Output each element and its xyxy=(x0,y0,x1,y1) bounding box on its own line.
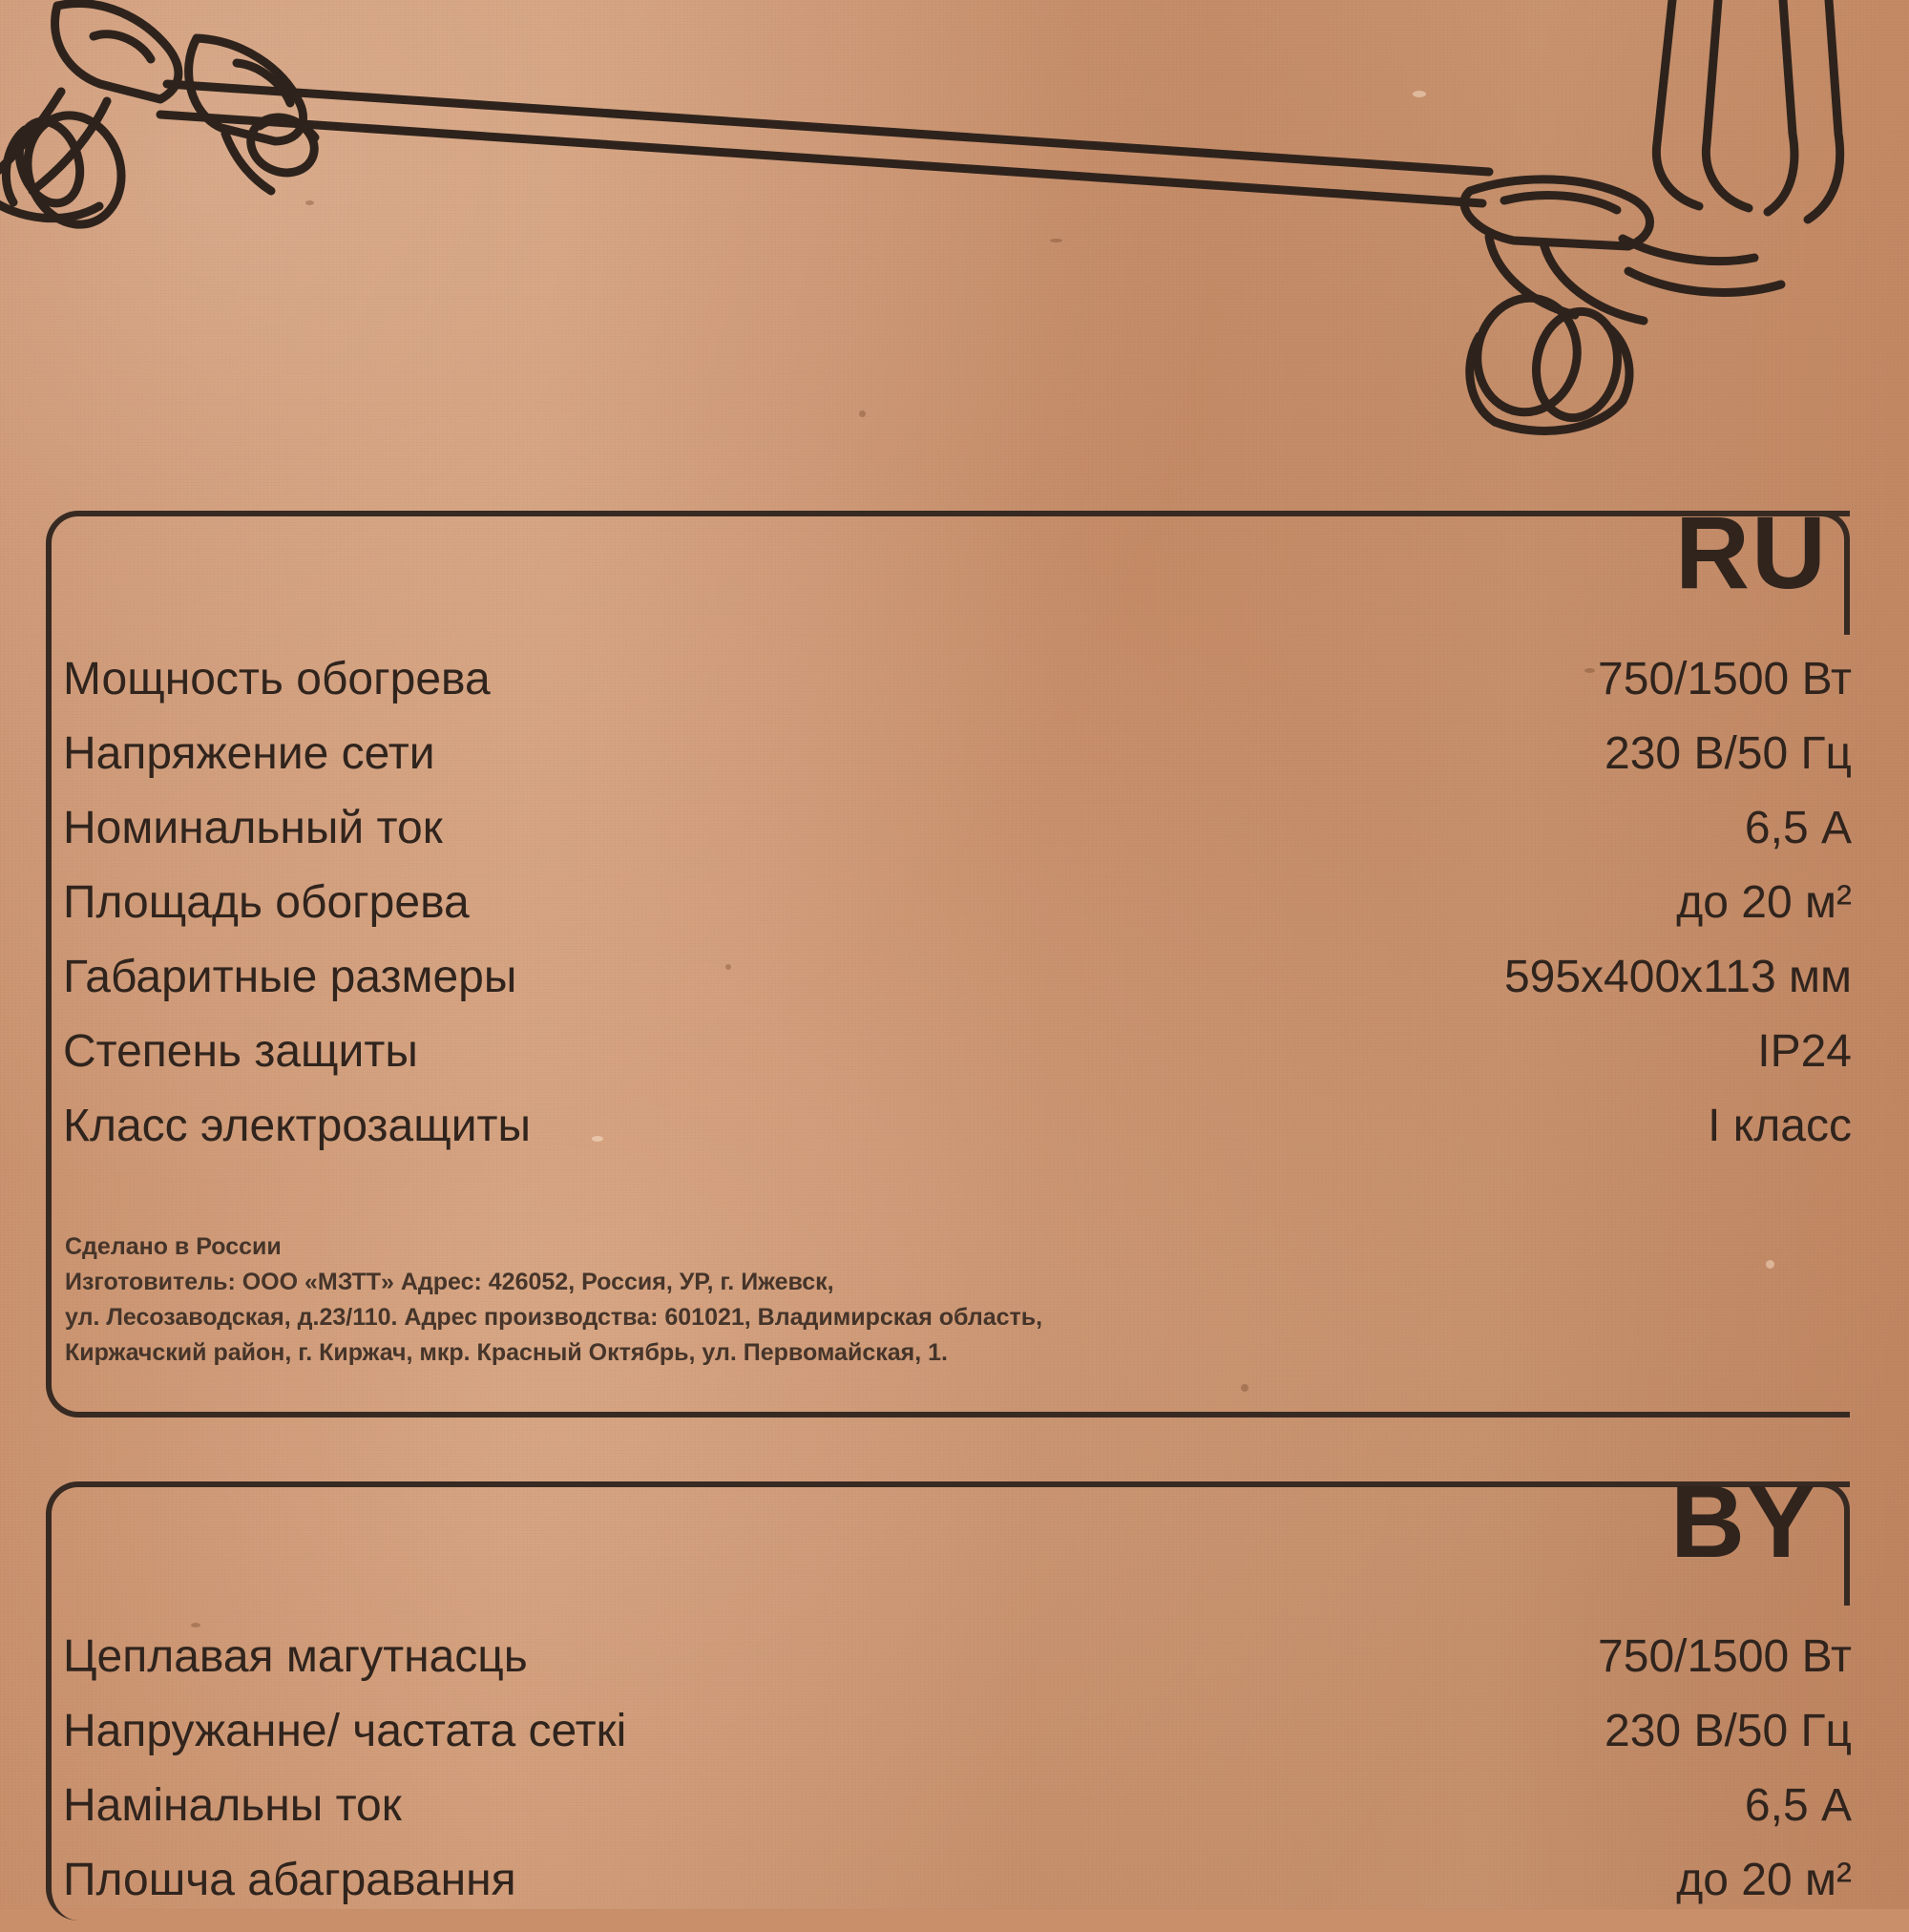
spec-list-by xyxy=(63,1631,1852,1932)
spec-value: 230 В/50 Гц xyxy=(1605,728,1852,779)
spec-label: Намінальны ток xyxy=(63,1780,402,1831)
spec-list-ru xyxy=(63,654,1852,1178)
spec-value: 750/1500 Вт xyxy=(1598,654,1852,704)
spec-row xyxy=(63,803,1852,853)
spec-row xyxy=(63,1706,1852,1756)
lang-code-by: BY xyxy=(1670,1463,1818,1579)
spec-value: 6,5 А xyxy=(1744,1780,1852,1831)
manufacturer-line: Киржачский район, г. Киржач, мкр. Красный Октябрь, ул. Первомайская, 1. xyxy=(65,1339,948,1366)
lang-code-ru: RU xyxy=(1675,494,1828,610)
spec-label: Мощность обогрева xyxy=(63,654,491,704)
spec-row xyxy=(63,1855,1852,1905)
spec-label: Напружанне/ частата сеткі xyxy=(63,1706,627,1756)
spec-label: Номинальный ток xyxy=(63,803,443,853)
spec-value: IP24 xyxy=(1757,1026,1852,1077)
spec-value: 6,5 А xyxy=(1744,803,1852,853)
manufacturer-line: ул. Лесозаводская, д.23/110. Адрес производства: 601021, Владимирская область, xyxy=(65,1304,1043,1331)
spec-row xyxy=(63,1631,1852,1682)
heater-line-drawing xyxy=(0,0,1909,496)
spec-label: Плошча абагравання xyxy=(63,1855,516,1905)
spec-row xyxy=(63,1780,1852,1831)
spec-value: 595х400х113 мм xyxy=(1503,952,1852,1002)
spec-value: до 20 м² xyxy=(1676,877,1852,928)
spec-value: 230 В/50 Гц xyxy=(1605,1706,1852,1756)
manufacturer-line: Изготовитель: ООО «МЗТТ» Адрес: 426052, Россия, УР, г. Ижевск, xyxy=(65,1269,834,1295)
spec-label: Степень защиты xyxy=(63,1026,418,1077)
spec-value: 750/1500 Вт xyxy=(1598,1631,1852,1682)
spec-label: Напряжение сети xyxy=(63,728,435,779)
spec-row xyxy=(63,952,1852,1002)
spec-value: I класс xyxy=(1708,1101,1852,1151)
spec-label: Цеплавая магутнасць xyxy=(63,1631,528,1682)
manufacturer-info xyxy=(65,1229,1852,1371)
spec-label: Габаритные размеры xyxy=(63,952,517,1002)
spec-row xyxy=(63,728,1852,779)
spec-label: Класс электрозащиты xyxy=(63,1101,532,1151)
spec-value: до 20 м² xyxy=(1676,1855,1852,1905)
spec-row xyxy=(63,877,1852,928)
spec-row xyxy=(63,654,1852,704)
spec-row xyxy=(63,1026,1852,1077)
spec-label: Площадь обогрева xyxy=(63,877,470,928)
spec-row xyxy=(63,1103,1852,1149)
manufacturer-line: Сделано в России xyxy=(65,1233,282,1260)
